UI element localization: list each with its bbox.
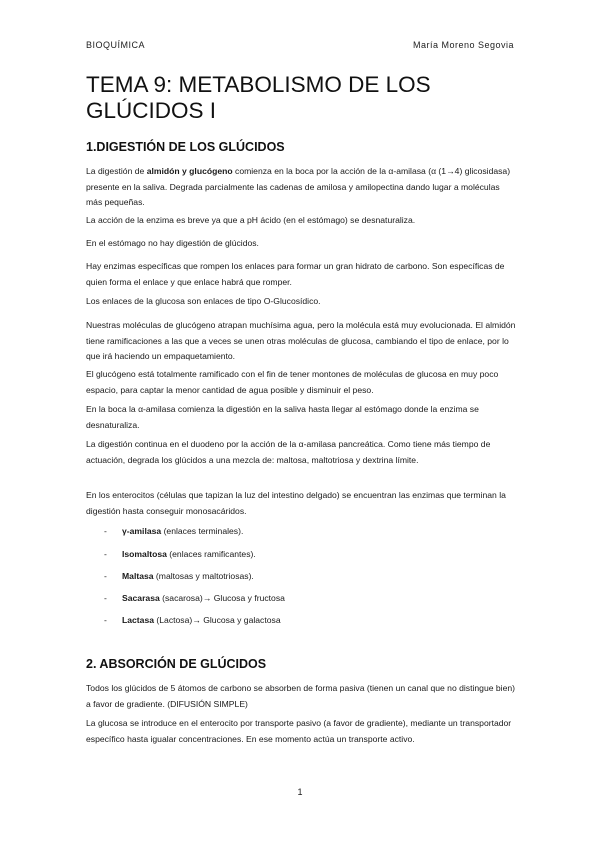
list-item-term: γ-amilasa [122, 526, 162, 536]
paragraph: En el estómago no hay digestión de glúcidos. [86, 238, 259, 248]
paragraph: La digestión continua en el duodeno por la acción de la α-amilasa pancreática. Como tiene más tiempo de actuación, degrada los glúcidos a una mezcla de: maltosa, maltotriosa y dextrina límite. [86, 439, 491, 465]
list-item-text: (maltosas y maltotriosas). [153, 571, 254, 581]
paragraph [86, 164, 516, 211]
list-bullet: - [104, 593, 107, 603]
list-bullet: - [104, 615, 107, 625]
paragraph: En los enterocitos (células que tapizan la luz del intestino delgado) se encuentran las enzimas que terminan la digestión hasta conseguir monosacáridos. [86, 490, 506, 516]
section-heading-absorption: 2. ABSORCIÓN DE GLÚCIDOS [86, 657, 267, 671]
list-bullet: - [104, 549, 107, 559]
list-item [104, 592, 504, 605]
list-item-text: (enlaces terminales). [161, 526, 244, 536]
paragraph-text: La digestión de [86, 166, 147, 176]
paragraph: Hay enzimas específicas que rompen los enlaces para formar un gran hidrato de carbono. Son específicas de quien forma el enlace y que enlace habrá que romper. [86, 261, 505, 287]
paragraph-text: comienza en la boca por la acción de la α-amilasa (α (1→4) glicosidasa) presente en la saliva. Degrada parcialmente las cadenas de amilosa y amilopectina dando lugar a moléculas más pequeñas. [86, 166, 511, 207]
list-item-term: Sacarasa [122, 593, 160, 603]
list-item [104, 614, 504, 627]
list-item-term: Isomaltosa [122, 549, 167, 559]
paragraph: Nuestras moléculas de glucógeno atrapan muchísima agua, pero la molécula está muy evolucionada. El almidón tiene ramificaciones a las que a veces se unen otras moléculas de glucosa, cambiando el tipo de enlace, por lo que irá haciendo un empaquetamiento. [86, 320, 516, 361]
list-bullet: - [104, 526, 107, 536]
page-title: TEMA 9: METABOLISMO DE LOS GLÚCIDOS I [86, 72, 431, 123]
list-item [104, 548, 504, 561]
list-item [104, 525, 504, 538]
paragraph: La acción de la enzima es breve ya que a pH ácido (en el estómago) se desnaturaliza. [86, 215, 416, 225]
list-item-text: (enlaces ramificantes). [166, 549, 256, 559]
paragraph: Los enlaces de la glucosa son enlaces de tipo O-Glucosídico. [86, 296, 321, 306]
paragraph: Todos los glúcidos de 5 átomos de carbono se absorben de forma pasiva (tienen un canal que no distingue bien) a favor de gradiente. (DIFUSIÓN SIMPLE) [86, 683, 516, 709]
section-heading-digestion: 1.DIGESTIÓN DE LOS GLÚCIDOS [86, 140, 285, 154]
list-item-text: (Lactosa)→ Glucosa y galactosa [154, 615, 281, 625]
paragraph: El glucógeno está totalmente ramificado con el fin de tener montones de moléculas de glucosa en muy poco espacio, para captar la menor cantidad de agua posible y disminuir el peso. [86, 369, 499, 395]
paragraph: La glucosa se introduce en el enterocito por transporte pasivo (a favor de gradiente), mediante un transportador específico hasta igualar concentraciones. En ese momento actúa un transporte activo. [86, 718, 512, 744]
list-item-text: (sacarosa)→ Glucosa y fructosa [159, 593, 285, 603]
list-bullet: - [104, 571, 107, 581]
paragraph: En la boca la α-amilasa comienza la digestión en la saliva hasta llegar al estómago donde la enzima se desnaturaliza. [86, 404, 479, 430]
header-subject: BIOQUÍMICA [86, 40, 146, 50]
header-author: María Moreno Segovia [412, 40, 514, 50]
list-item-term: Lactasa [122, 615, 155, 625]
list-item-term: Maltasa [122, 571, 154, 581]
page-number: 1 [297, 787, 303, 797]
paragraph-bold-term: almidón y glucógeno [146, 166, 233, 176]
list-item [104, 570, 504, 583]
